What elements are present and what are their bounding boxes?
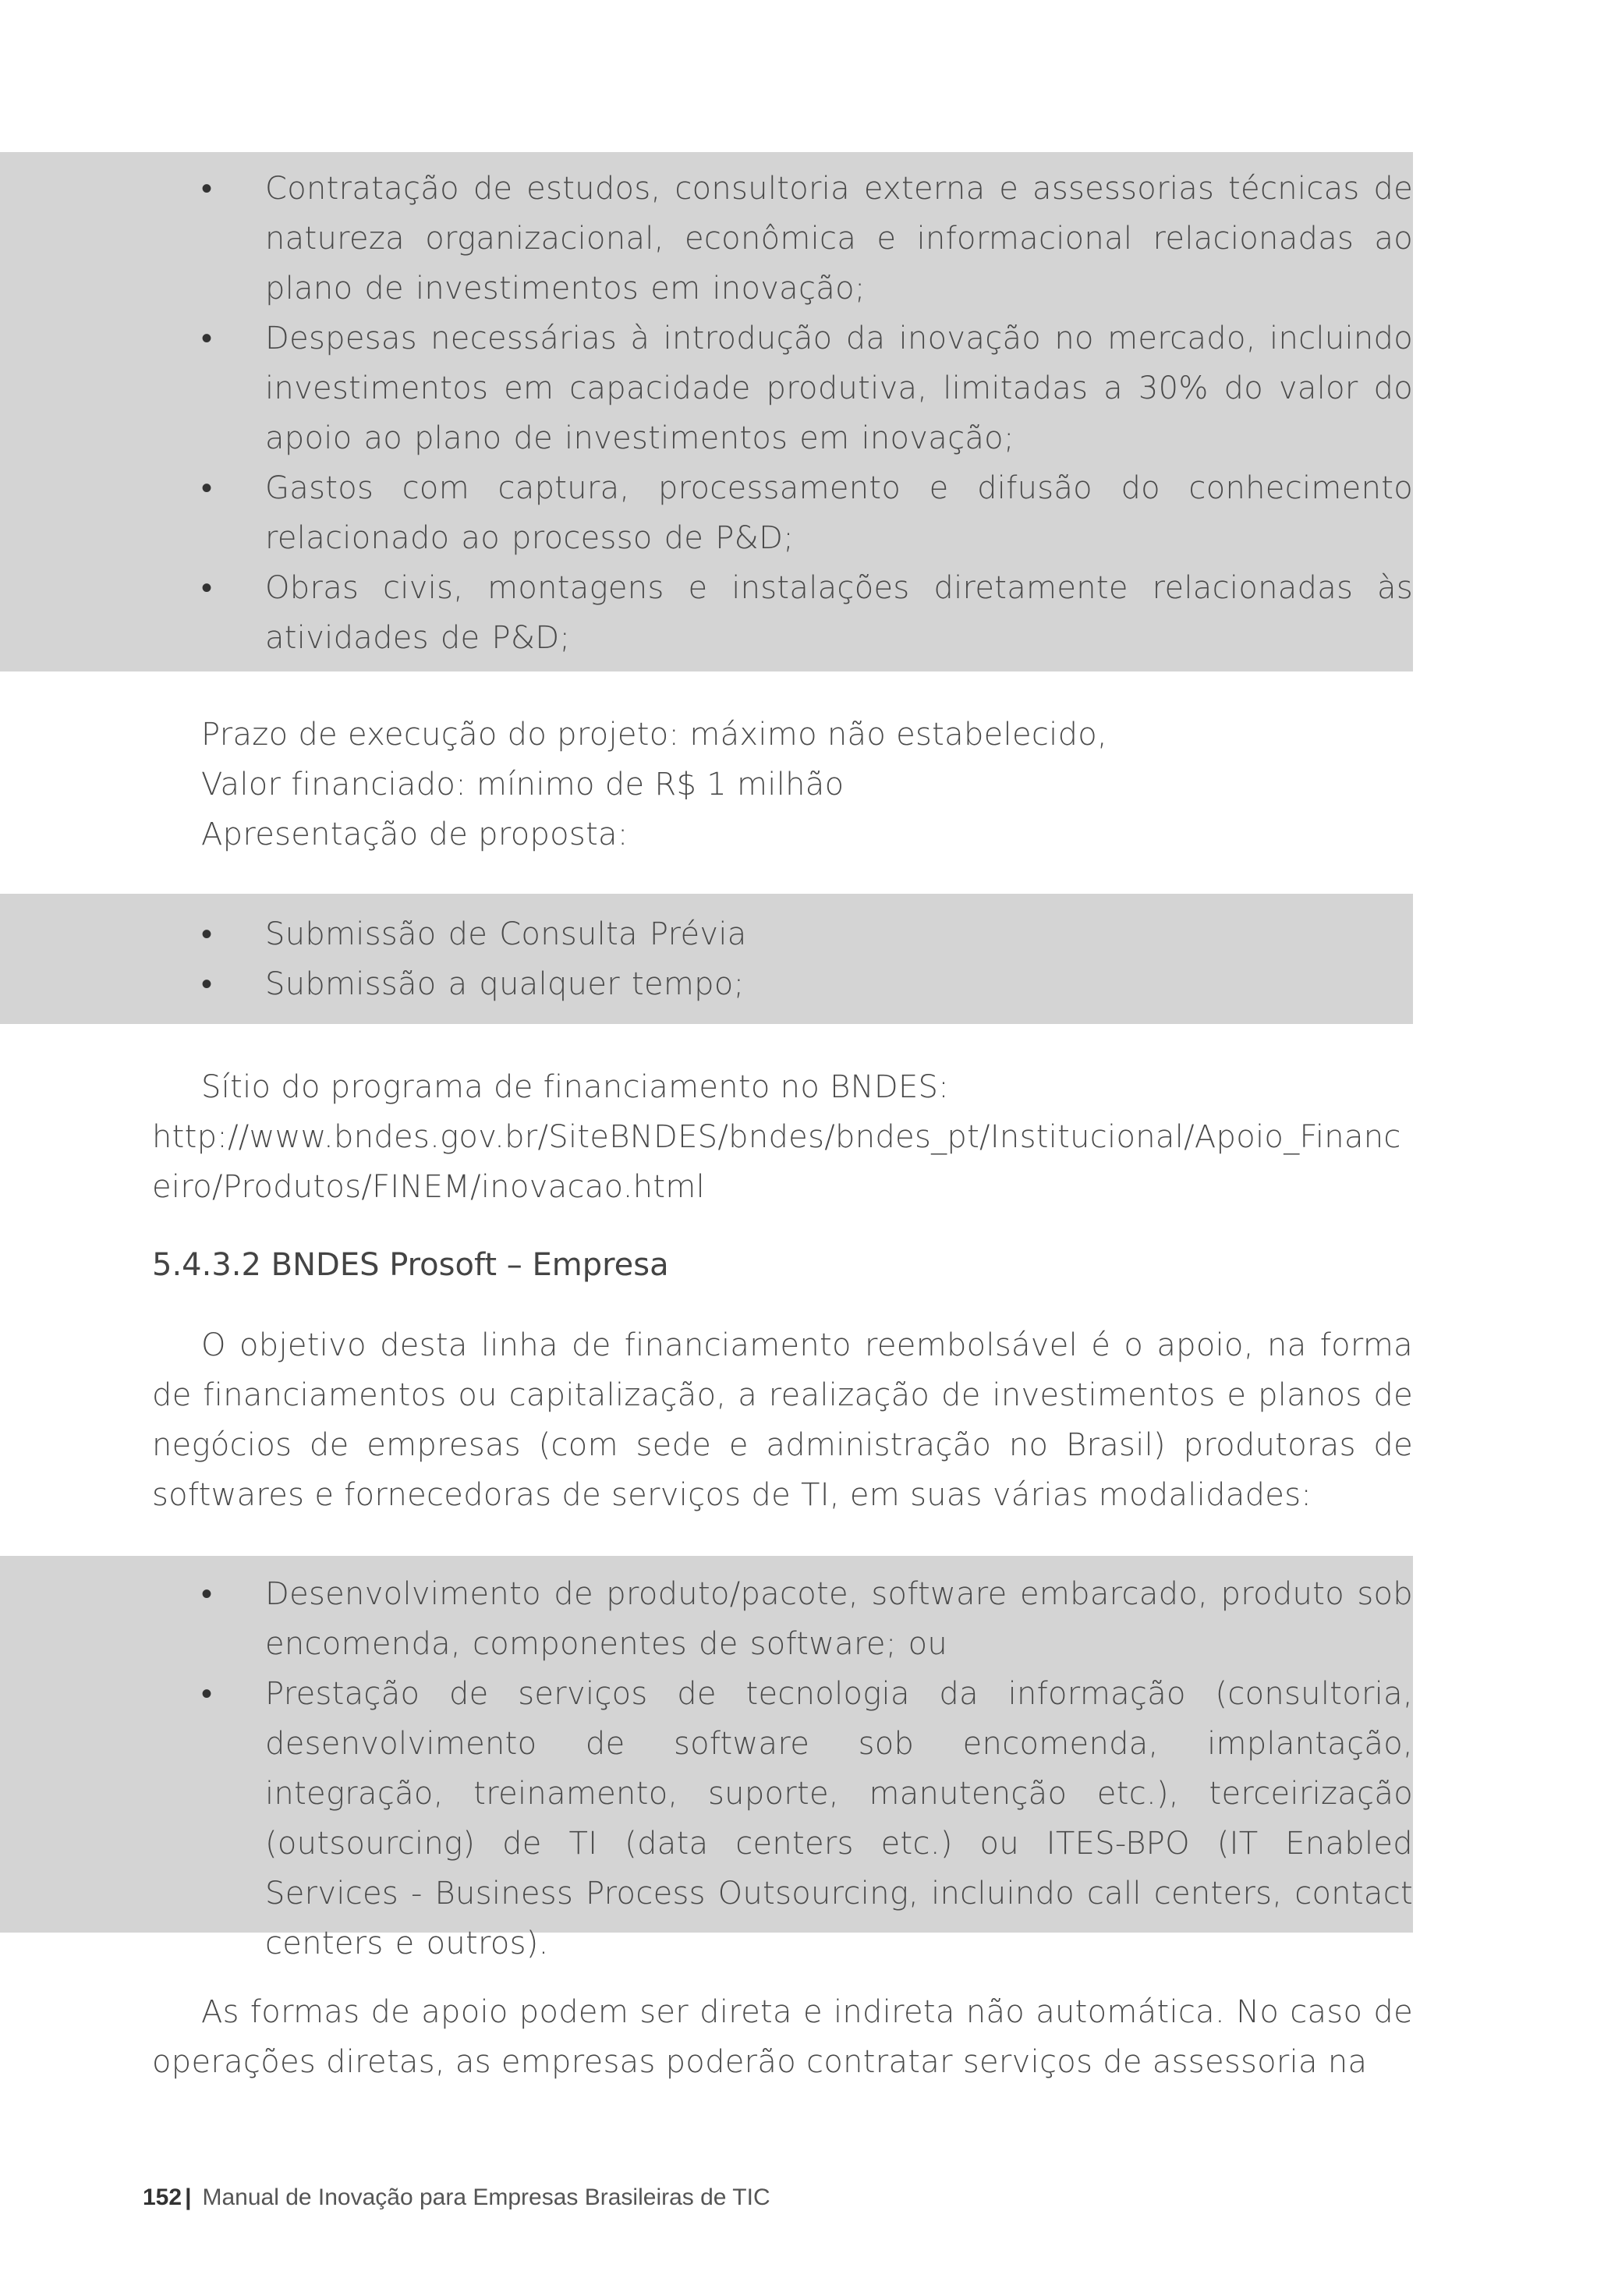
list-item: • Contratação de estudos, consultoria externa e assessorias técnicas de natureza organizacional, econômica e informacional relacionadas ao plano de investimentos em inovação; [201,164,1413,314]
page-footer [143,2182,770,2213]
proposal-list [201,909,1413,1009]
objective-paragraph: O objetivo desta linha de financiamento reembolsável é o apoio, na forma de financiamentos ou capitalização, a realização de investimentos e planos de negócios de empresas (com sede e administração no Brasil) produtoras de softwares e fornecedoras de serviços de TI, em suas várias modalidades: [152,1327,1413,1513]
prazo-text: Prazo de execução do projeto: máximo não estabelecido, [201,717,1108,753]
list-item: • Despesas necessárias à introdução da inovação no mercado, incluindo investimentos em capacidade produtiva, limitadas a 30% do valor do apoio ao plano de investimentos em inovação; [201,314,1413,463]
valor-text: Valor financiado: mínimo de R$ 1 milhão [201,767,845,803]
apresentacao-text: Apresentação de proposta: [201,817,629,852]
list-item: • Submissão de Consulta Prévia [201,909,1413,959]
list-item: • Desenvolvimento de produto/pacote, software embarcado, produto sob encomenda, componentes de software; ou [201,1569,1413,1669]
modalidades-list [201,1569,1413,1968]
list-item: • Prestação de serviços de tecnologia da informação (consultoria, desenvolvimento de software sob encomenda, implantação, integração, treinamento, suporte, manutenção etc.), terceirização (outsourcing) de TI (data centers etc.) ou ITES-BPO (IT Enabled Services - Business Process Outsourcing, incluindo call centers, contact centers e outros). [201,1669,1413,1968]
eligible-expenses-list [201,164,1413,663]
list-item: • Obras civis, montagens e instalações diretamente relacionadas às atividades de P&D; [201,563,1413,663]
list-item: • Gastos com captura, processamento e difusão do conhecimento relacionado ao processo de P&D; [201,463,1413,563]
site-label: Sítio do programa de financiamento no BNDES: [201,1069,949,1105]
footer-title: Manual de Inovação para Empresas Brasileiras de TIC [202,2184,770,2210]
section-heading: 5.4.3.2 BNDES Prosoft – Empresa [152,1247,669,1283]
list-item: • Submissão a qualquer tempo; [201,959,1413,1009]
footer-separator: | [185,2184,192,2210]
page-number: 152 [143,2184,182,2210]
support-forms-paragraph: As formas de apoio podem ser direta e indireta não automática. No caso de operações diretas, as empresas poderão contratar serviços de assessoria na [152,1994,1413,2080]
site-url-link[interactable]: http://www.bndes.gov.br/SiteBNDES/bndes/bndes_pt/Institucional/Apoio_Financeiro/Produtos/FINEM/inovacao.html [152,1119,1401,1205]
